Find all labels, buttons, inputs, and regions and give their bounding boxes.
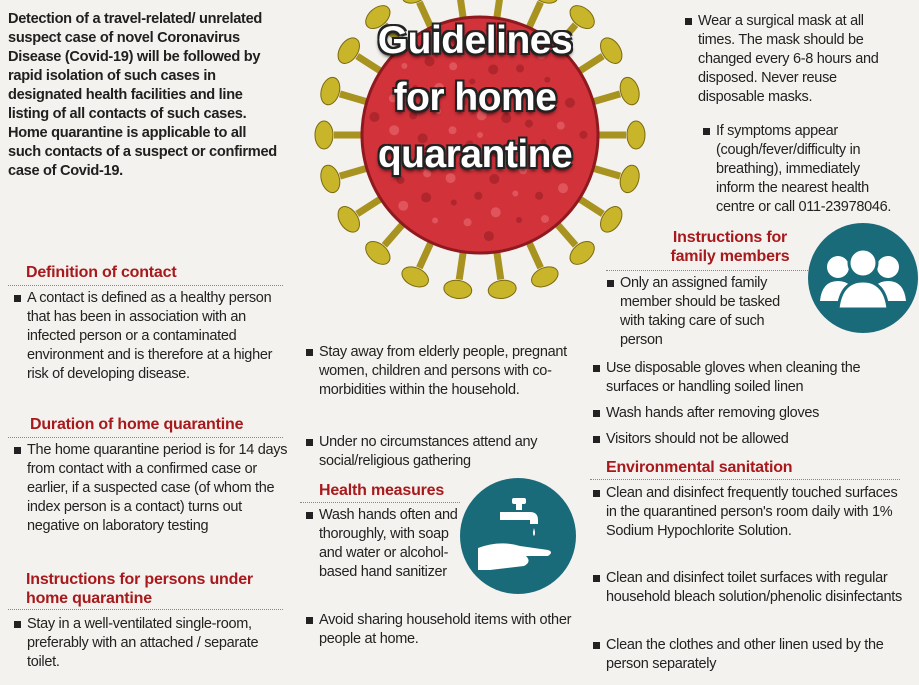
health-item: If symptoms appear (cough/fever/difficulty in breathing), immediately inform the nearest health centre or call 011-23978046. [716, 122, 894, 217]
virus-texture-dot [464, 218, 472, 226]
title-line-2: for home [393, 76, 557, 119]
environment-item: Clean the clothes and other linen used by the person separately [606, 636, 906, 674]
virus-spike-head [487, 279, 517, 300]
divider [8, 609, 283, 610]
bullet-icon [306, 512, 313, 519]
title-line-3: quarantine [377, 133, 573, 176]
title-line-1: Guidelines [377, 19, 573, 62]
virus-texture-dot [398, 201, 408, 211]
health-item: Wear a surgical mask at all times. The mask should be changed every 6-8 hours and disposed. Never reuse disposable masks. [698, 12, 883, 107]
family-icon [808, 223, 918, 333]
virus-texture-dot [535, 192, 543, 200]
divider [300, 502, 460, 503]
bullet-icon [593, 436, 600, 443]
bullet-icon [306, 617, 313, 624]
virus-spike-head [627, 121, 645, 149]
bullet-icon [14, 447, 21, 454]
health-heading: Health measures [319, 482, 445, 499]
bullet-icon [607, 280, 614, 287]
virus-texture-dot [421, 192, 431, 202]
bullet-icon [685, 18, 692, 25]
virus-spike-head [617, 163, 642, 195]
instruction-item: Stay away from elderly people, pregnant women, children and persons with co-morbidities within the household. [319, 343, 575, 400]
duration-item: The home quarantine period is for 14 days from contact with a confirmed case or earlier, if a suspected case (of whom the index person is a contact) turns out negative on laboratory testing [27, 441, 289, 536]
virus-spike-head [528, 0, 561, 7]
instruction-item: Under no circumstances attend any social/religious gathering [319, 433, 575, 471]
virus-spike-head [596, 203, 626, 236]
virus-spike-head [399, 0, 432, 7]
bullet-icon [593, 642, 600, 649]
bullet-icon [703, 128, 710, 135]
health-item: Wash hands often and thoroughly, with soap and water or alcohol-based hand sanitizer [319, 506, 465, 582]
bullet-icon [593, 410, 600, 417]
family-item: Only an assigned family member should be tasked with taking care of such person [620, 274, 808, 350]
page-title [330, 12, 620, 183]
bullet-icon [593, 575, 600, 582]
virus-spike-head [443, 279, 473, 300]
environment-item: Clean and disinfect toilet surfaces with regular household bleach solution/phenolic disinfectants [606, 569, 906, 607]
duration-heading: Duration of home quarantine [30, 416, 244, 433]
virus-texture-dot [558, 183, 568, 193]
virus-texture-dot [451, 200, 457, 206]
divider [8, 285, 283, 286]
bullet-icon [306, 349, 313, 356]
virus-texture-dot [474, 192, 482, 200]
environment-heading: Environmental sanitation [606, 459, 793, 476]
bullet-icon [593, 490, 600, 497]
virus-texture-dot [432, 218, 438, 224]
divider [590, 479, 900, 480]
definition-heading: Definition of contact [26, 264, 177, 281]
bullet-icon [306, 439, 313, 446]
divider [8, 437, 283, 438]
virus-spike-head [528, 263, 561, 291]
virus-spike-head [334, 203, 364, 236]
virus-texture-dot [512, 190, 518, 196]
virus-texture-dot [541, 215, 549, 223]
hand-washing-icon [460, 478, 576, 594]
instructions-persons-heading: Instructions for persons under home quarantine [26, 571, 253, 607]
health-item: Avoid sharing household items with other people at home. [319, 611, 579, 649]
virus-texture-dot [516, 217, 522, 223]
environment-item: Clean and disinfect frequently touched surfaces in the quarantined person's room daily with 1% Sodium Hypochlorite Solution. [606, 484, 906, 541]
family-heading: Instructions for family members [670, 229, 790, 265]
family-item: Visitors should not be allowed [606, 430, 906, 449]
family-item: Use disposable gloves when cleaning the surfaces or handling soiled linen [606, 359, 906, 397]
intro-text: Detection of a travel-related/ unrelated suspect case of novel Coronavirus Disease (Covid-19) will be followed by rapid isolation of such cases in designated health facilities and line listing of all contacts of such cases. Home quarantine is applicable to all such contacts of a suspect or confirmed case of Covid-19. [8, 11, 277, 179]
bullet-icon [14, 295, 21, 302]
virus-texture-dot [484, 231, 494, 241]
bullet-icon [593, 365, 600, 372]
virus-texture-dot [491, 207, 501, 217]
definition-item: A contact is defined as a healthy person that has been in association with an infected person or a contaminated environment and is therefore at a higher risk of developing disease. [27, 289, 289, 384]
divider [606, 270, 816, 271]
family-item: Wash hands after removing gloves [606, 404, 906, 423]
virus-spike-head [399, 263, 432, 291]
instruction-item: Stay in a well-ventilated single-room, preferably with an attached / separate toilet. [27, 615, 267, 672]
virus-spike-head [617, 75, 642, 107]
bullet-icon [14, 621, 21, 628]
